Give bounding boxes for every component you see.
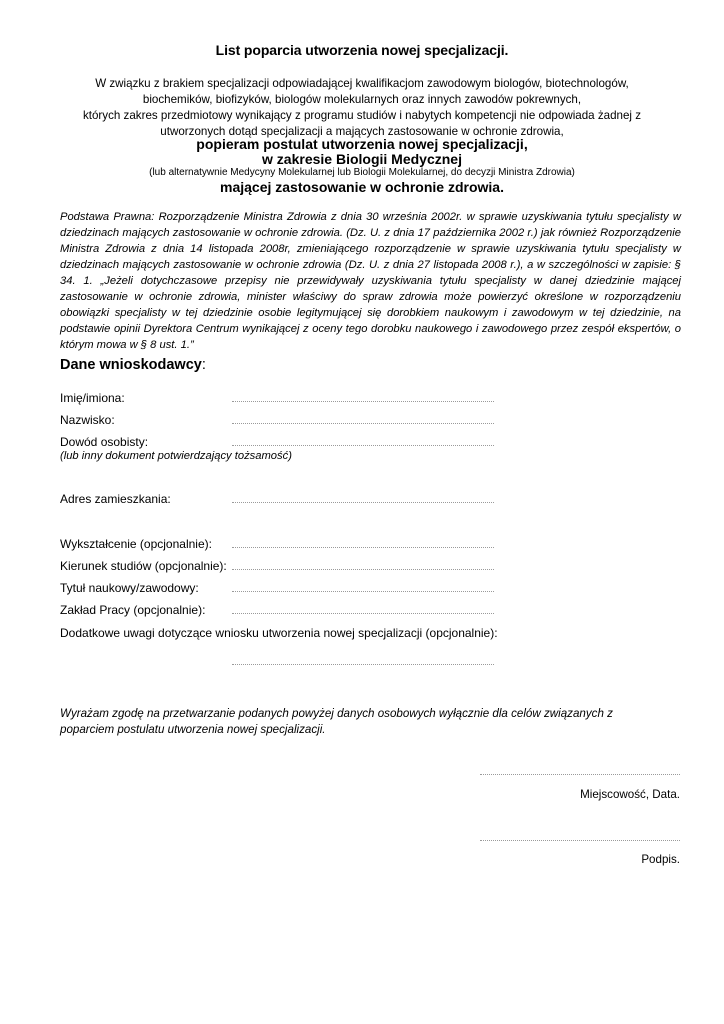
first-name-label: Imię/imiona: bbox=[60, 391, 125, 405]
intro-line-3: których zakres przedmiotowy wynikający z programu studiów i nabytych kompetencji nie odpowiada żadnej z bbox=[82, 109, 642, 122]
remarks-label: Dodatkowe uwagi dotyczące wniosku utworzenia nowej specjalizacji (opcjonalnie): bbox=[60, 626, 498, 640]
id-document-field[interactable] bbox=[232, 445, 494, 446]
applicant-heading-colon: : bbox=[201, 357, 206, 373]
intro-line-1: W związku z brakiem specjalizacji odpowiadającej kwalifikacjom zawodowym biologów, biotechnologów, bbox=[95, 77, 629, 90]
application-statement: mającej zastosowanie w ochronie zdrowia. bbox=[220, 179, 504, 195]
last-name-field[interactable] bbox=[232, 423, 494, 424]
place-date-label: Miejscowość, Data. bbox=[580, 788, 680, 801]
applicant-heading-text: Dane wnioskodawcy bbox=[60, 357, 202, 373]
workplace-label: Zakład Pracy (opcjonalnie): bbox=[60, 603, 206, 617]
legal-basis: Podstawa Prawna: Rozporządzenie Ministra Zdrowia z dnia 30 września 2002r. w sprawie uzyskiwania tytułu specjalisty w dziedzinach mających zastosowanie w ochronie zdrowia. (Dz. U. z dnia 17 października 2002 r.) jak również Rozporządzenie Ministra Zdrowia z dnia 14 listopada 2008r, zmieniającego rozporządzenie w sprawie uzyskiwania tytułu specjalisty w dziedzinach mających zastosowanie w ochronie zdrowia (Dz. U. z dnia 27 listopada 2008 r.), a w szczególności w zapisie: § 34. 1. „Jeżeli dotychczasowe przepisy nie przewidywały uzyskiwania tytułu specjalisty w danej dziedzinie mającej zastosowanie w ochronie zdrowia, minister właściwy do spraw zdrowia może powierzyć określone w rozporządzeniu obowiązki specjalisty w tej dziedzinie osobie legitymującej się dorobkiem naukowym i zawodowym w tej dziedzinie, na podstawie opinii Dyrektora Centrum wynikającej z oceny tego dorobku naukowego i zawodowego przez zespół ekspertów, o którym mowa w § 8 ust. 1.” bbox=[60, 211, 681, 351]
education-label: Wykształcenie (opcjonalnie): bbox=[60, 537, 212, 551]
education-field[interactable] bbox=[232, 547, 494, 548]
academic-title-field[interactable] bbox=[232, 591, 494, 592]
workplace-field[interactable] bbox=[232, 613, 494, 614]
applicant-heading bbox=[60, 357, 206, 373]
field-of-study-label: Kierunek studiów (opcjonalnie): bbox=[60, 559, 227, 573]
specialization-field: w zakresie Biologii Medycznej bbox=[262, 151, 462, 167]
alternative-note: (lub alternatywnie Medycyny Molekularnej lub Biologii Molekularnej, do decyzji Ministra Zdrowia) bbox=[149, 167, 575, 178]
remarks-field[interactable] bbox=[232, 664, 494, 665]
last-name-label: Nazwisko: bbox=[60, 413, 115, 427]
intro-line-2: biochemików, biofizyków, biologów molekularnych oraz innych zawodów pokrewnych, bbox=[142, 93, 582, 106]
id-document-sublabel: (lub inny dokument potwierdzający tożsamość) bbox=[60, 450, 292, 462]
field-of-study-field[interactable] bbox=[232, 569, 494, 570]
document-title: List poparcia utworzenia nowej specjalizacji. bbox=[215, 42, 509, 58]
intro-paragraph bbox=[40, 76, 684, 140]
address-field[interactable] bbox=[232, 502, 494, 503]
first-name-field[interactable] bbox=[232, 401, 494, 402]
consent-statement: Wyrażam zgodę na przetwarzanie podanych powyżej danych osobowych wyłącznie dla celów związanych z poparciem postulatu utworzenia nowej specjalizacji. bbox=[60, 707, 613, 736]
intro-line-4: utworzonych dotąd specjalizacji a mających zastosowanie w ochronie zdrowia, bbox=[160, 125, 564, 138]
support-statement: popieram postulat utworzenia nowej specjalizacji, bbox=[196, 136, 528, 152]
id-document-label: Dowód osobisty: bbox=[60, 435, 149, 449]
address-label: Adres zamieszkania: bbox=[60, 492, 171, 506]
academic-title-label: Tytuł naukowy/zawodowy: bbox=[60, 581, 199, 595]
signature-label: Podpis. bbox=[641, 853, 680, 866]
place-date-field[interactable] bbox=[480, 774, 680, 775]
signature-field[interactable] bbox=[480, 840, 680, 841]
